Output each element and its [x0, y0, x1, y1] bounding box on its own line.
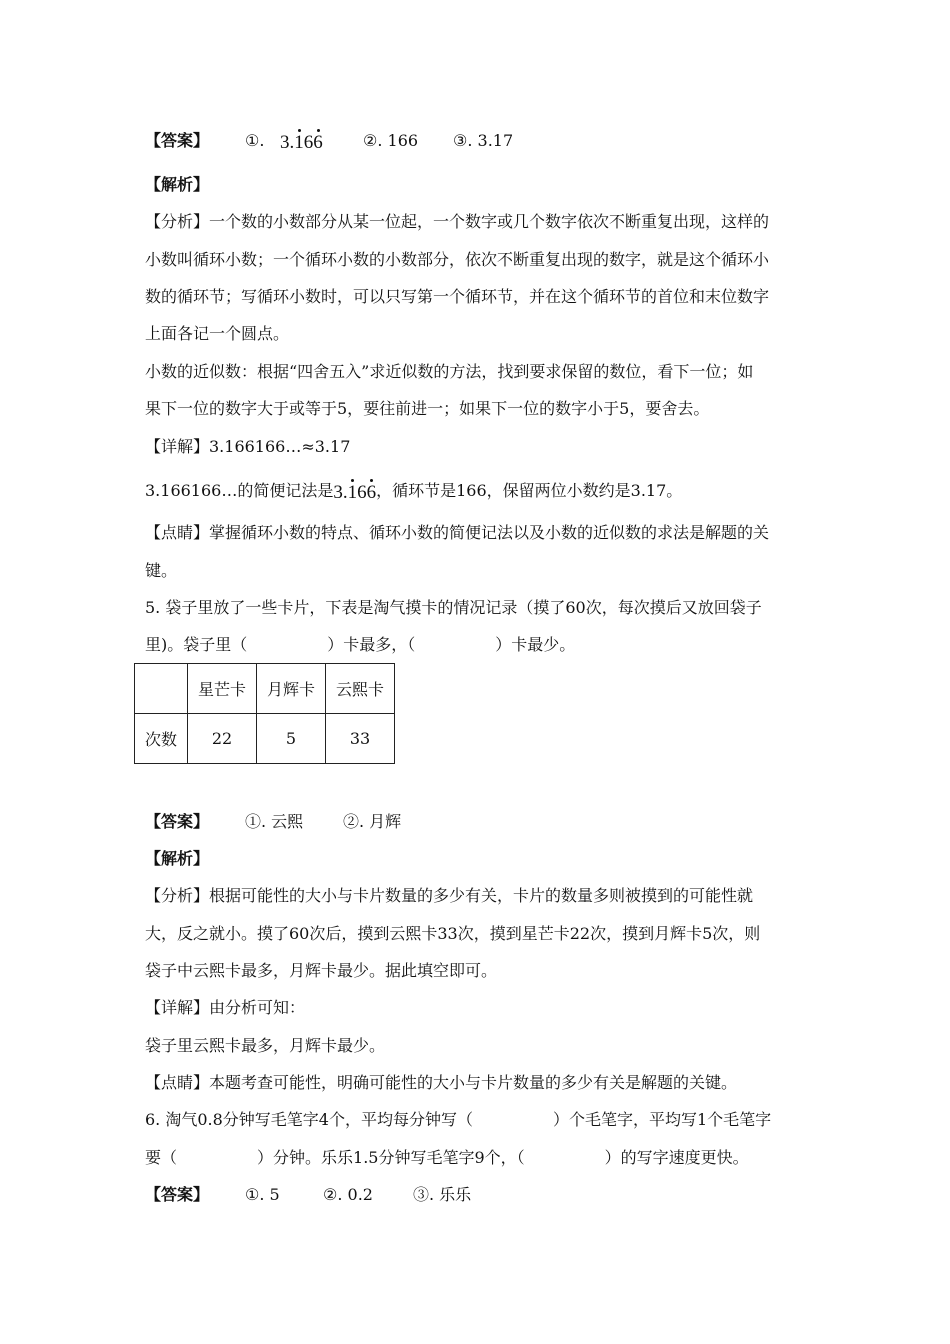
question-text-part: 6. 淘气0.8分钟写毛笔字4个，平均每分钟写（ [145, 1110, 473, 1129]
table-row-label: 次数 [135, 714, 188, 764]
question-text-part: ）分钟。乐乐1.5分钟写毛笔字9个，（ [257, 1148, 525, 1167]
analysis-label: 【解析】 [145, 175, 210, 194]
table-cell: 22 [188, 714, 257, 764]
question-6-text [145, 1147, 815, 1169]
detail-text: 【详解】由分析可知： [145, 998, 306, 1017]
answer-3: ③. 3.17 [453, 131, 514, 150]
answer-row [145, 1184, 815, 1206]
analysis-text: 【分析】一个数的小数部分从某一位起，一个数字或几个数字依次不断重复出现，这样的 [145, 212, 770, 231]
recurring-digit-end: 6 [366, 482, 377, 503]
recurring-digit-start: 1 [294, 132, 304, 153]
question-text-part: ）卡最少。 [495, 635, 576, 654]
answer-row [145, 811, 815, 833]
table-header-cell: 星芒卡 [188, 664, 257, 714]
question-6-text [145, 1109, 815, 1131]
card-record-table [134, 663, 395, 764]
question-5-text [145, 634, 815, 656]
answer-label: 【答案】 [145, 131, 210, 150]
recurring-prefix: 3. [333, 482, 348, 503]
answer-1: ①. 5 [245, 1185, 280, 1204]
answer-1-marker: ①. [245, 131, 265, 150]
table-header-cell: 云熙卡 [326, 664, 395, 714]
answer-label: 【答案】 [145, 1185, 210, 1204]
table-cell: 33 [326, 714, 395, 764]
question-text-part: ）个毛笔字，平均写1个毛笔字 [552, 1110, 772, 1129]
recurring-digit-end: 6 [313, 132, 323, 153]
question-text-part: 要（ [145, 1148, 178, 1167]
recurring-digit-start: 1 [347, 482, 358, 503]
recurring-prefix: 3. [280, 132, 295, 153]
answer-1: ①. 云熙 [245, 812, 304, 831]
question-5-text: 5. 袋子里放了一些卡片，下表是淘气摸卡的情况记录（摸了60次，每次摸后又放回袋子 [145, 598, 762, 617]
table-row [135, 714, 395, 764]
table-cell [135, 664, 188, 714]
answer-2: ②. 166 [363, 131, 419, 150]
table-header-cell: 月辉卡 [257, 664, 326, 714]
answer-row [145, 130, 815, 152]
question-text-part: ）卡最多，（ [327, 635, 416, 654]
question-text-part: 里)。袋子里（ [145, 635, 248, 654]
detail-text [145, 480, 815, 502]
recurring-digit-mid: 6 [303, 132, 314, 153]
analysis-text: 小数的近似数：根据“四舍五入”求近似数的方法，找到要求保留的数位，看下一位；如 [145, 362, 754, 381]
table-cell: 5 [257, 714, 326, 764]
tip-text: 键。 [145, 561, 178, 580]
answer-2: ②. 0.2 [323, 1185, 373, 1204]
table-header-row [135, 664, 395, 714]
detail-text: 袋子里云熙卡最多，月辉卡最少。 [145, 1036, 386, 1055]
analysis-text: 小数叫循环小数；一个循环小数的小数部分，依次不断重复出现的数字，就是这个循环小 [145, 250, 770, 269]
analysis-text: 上面各记一个圆点。 [145, 324, 290, 343]
answer-3: ③. 乐乐 [413, 1185, 472, 1204]
recurring-decimal [280, 132, 323, 154]
tip-text: 【点睛】掌握循环小数的特点、循环小数的简便记法以及小数的近似数的求法是解题的关 [145, 523, 770, 542]
analysis-label: 【解析】 [145, 849, 210, 868]
recurring-digit-mid: 6 [357, 482, 367, 503]
detail-text: 【详解】3.166166…≈3.17 [145, 437, 351, 456]
question-text-part: ）的写字速度更快。 [604, 1148, 749, 1167]
analysis-text: 大，反之就小。摸了60次后，摸到云熙卡33次，摸到星芒卡22次，摸到月辉卡5次，则 [145, 924, 761, 943]
analysis-text: 【分析】根据可能性的大小与卡片数量的多少有关，卡片的数量多则被摸到的可能性就 [145, 886, 754, 905]
detail-text-prefix: 3.166166…的简便记法是 [145, 481, 334, 500]
analysis-text: 袋子中云熙卡最多，月辉卡最少。据此填空即可。 [145, 961, 498, 980]
tip-text: 【点睛】本题考查可能性，明确可能性的大小与卡片数量的多少有关是解题的关键。 [145, 1073, 738, 1092]
detail-text-suffix: ，循环节是166，保留两位小数约是3.17。 [376, 481, 683, 500]
analysis-text: 果下一位的数字大于或等于5，要往前进一；如果下一位的数字小于5，要舍去。 [145, 399, 710, 418]
answer-2: ②. 月辉 [343, 812, 402, 831]
answer-label: 【答案】 [145, 812, 210, 831]
analysis-text: 数的循环节；写循环小数时，可以只写第一个循环节，并在这个循环节的首位和末位数字 [145, 287, 770, 306]
recurring-decimal [333, 482, 376, 504]
